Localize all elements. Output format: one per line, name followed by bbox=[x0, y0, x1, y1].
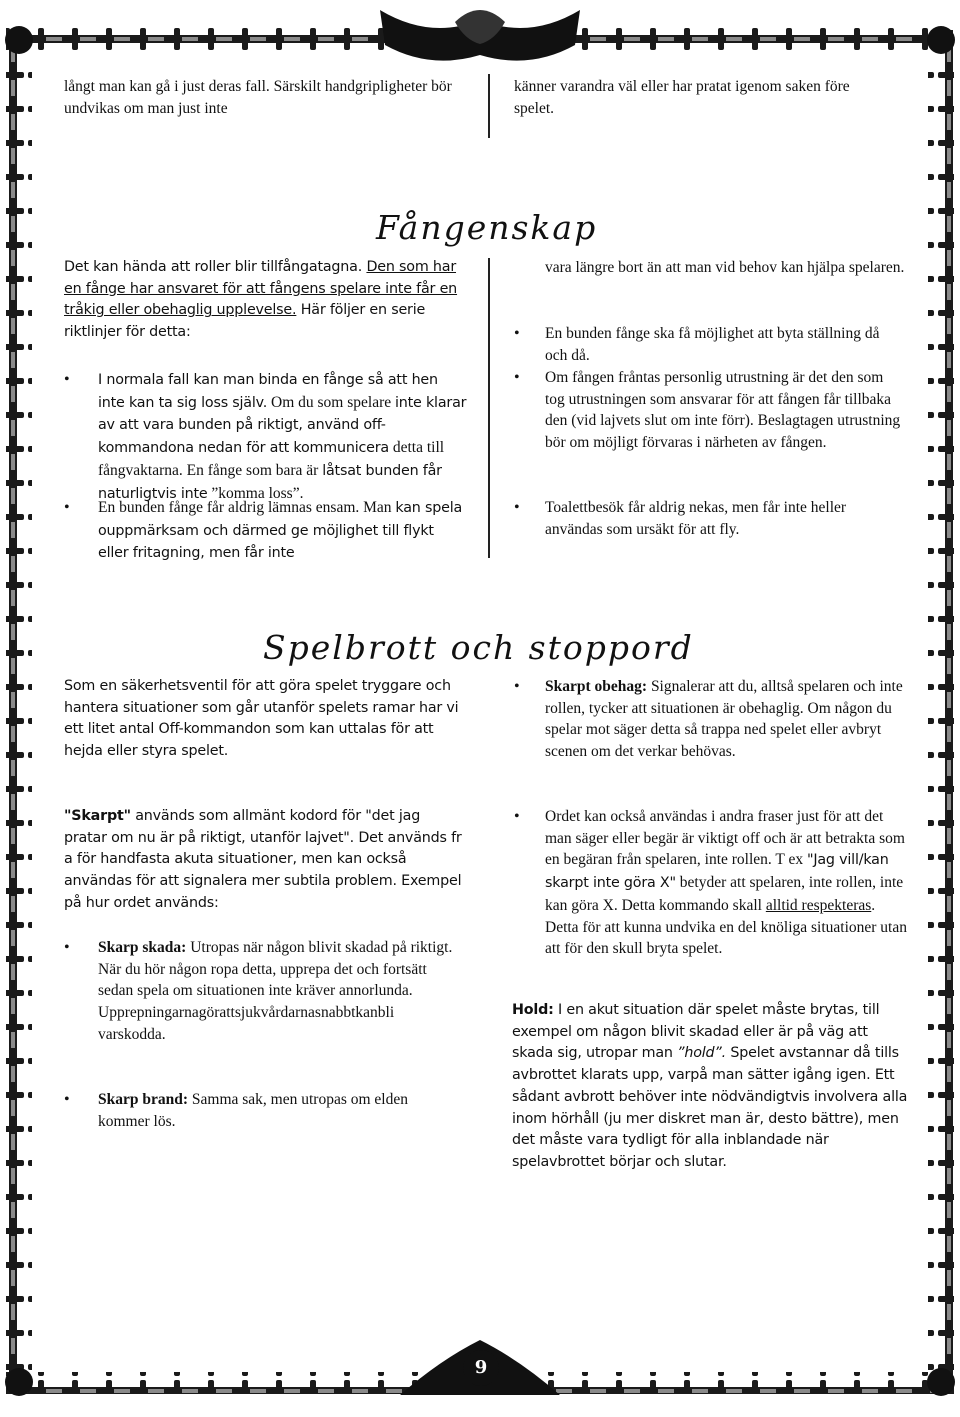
section-heading-spelbrott: Spelbrott och stoppord bbox=[263, 628, 694, 667]
fangenskap-left-bullet-1 bbox=[98, 369, 468, 505]
skarpt-description: används som allmänt kodord för "det jag pratar om nu är på riktigt, utanför lajvet". Det används fr a för handfasta akuta situationer, men kan också användas för att signalera mer subtila problem. Exempel på hur ordet används: bbox=[64, 808, 462, 911]
top-left-paragraph: långt man kan gå i just deras fall. Särskilt handgripligheter bör undvikas om man just inte bbox=[64, 78, 452, 117]
column-divider-fangenskap bbox=[488, 258, 490, 558]
ordet-underlined: alltid respekteras bbox=[765, 896, 872, 914]
hold-text-a: I en akut situation där spelet måste brytas, till exempel om någon blivit skadad eller är på väg att skada sig, utropar man bbox=[512, 1002, 880, 1062]
skarp-brand-text: Samma sak, men utropas om elden kommer lös. bbox=[98, 1091, 408, 1130]
bullet-1-part-e: låtsat bunden får naturligtvis inte bbox=[98, 462, 442, 502]
fangenskap-left-bullet-2 bbox=[98, 497, 468, 565]
top-right-paragraph: känner varandra väl eller har pratat igenom saken före spelet. bbox=[514, 78, 850, 117]
right-bullet-3-text: Toalettbesök får aldrig nekas, men får inte heller användas som ursäkt för att fly. bbox=[545, 499, 847, 538]
top-left-text bbox=[64, 76, 464, 119]
bullet-marker: • bbox=[64, 1091, 70, 1108]
fangenskap-right-continuation bbox=[545, 257, 915, 279]
right-bullet-2-text: Om fången fråntas personlig utrustning är det den som tog utrustningen som ansvarar för att fången får tillbaka den (vid lajvets slut om inte förr). Beslagtagen utrustning bör om möjligt förvaras i närheten av fången. bbox=[545, 369, 901, 452]
fangenskap-right-bullet-3 bbox=[545, 497, 885, 540]
skarp-brand-term: Skarp brand: bbox=[98, 1091, 189, 1108]
top-right-text bbox=[514, 76, 864, 119]
fangenskap-right-bullet-2 bbox=[545, 367, 907, 454]
bullet-marker: • bbox=[514, 369, 520, 386]
skarpt-obehag-term: Skarpt obehag: bbox=[545, 678, 648, 695]
bullet-1-part-b: Om du som spelare bbox=[271, 393, 392, 411]
spelbrott-intro-text: Som en säkerhetsventil för att göra spelet tryggare och hantera situationer som går utanför spelets ramar har vi ett litet antal Off-kommandon som kan uttalas för att hejda eller styra spelet. bbox=[64, 678, 459, 760]
skarpt-obehag-item bbox=[545, 676, 907, 763]
intro-rest: Här följer en serie riktlinjer för detta: bbox=[64, 302, 426, 341]
ordet-text-a: Ordet kan också användas i andra fraser just för att det man säger eller begär är viktigt off och är att betrakta som en begäran från spelaren, inte rollen. T ex bbox=[545, 808, 905, 869]
page-number: 9 bbox=[463, 1350, 499, 1386]
bullet-2-part-a: En bunden fånge får aldrig lämnas ensam. Man bbox=[98, 499, 392, 516]
right-continuation-text: vara längre bort än att man vid behov kan hjälpa spelaren. bbox=[545, 259, 905, 276]
intro-underlined: Den som har en fånge har ansvaret för att fångens spelare inte får en tråkig eller obehaglig upplevelse. bbox=[64, 259, 458, 319]
skarpt-paragraph bbox=[64, 806, 464, 915]
column-divider-top bbox=[488, 74, 490, 138]
ordet-text-b: betyder att spelaren, inte rollen, inte kan göra X. Detta kommando skall bbox=[545, 874, 904, 914]
bullet-2-part-b: kan spela ouppmärksam och därmed ge möjlighet till flykt eller fritagning, men får inte bbox=[98, 500, 463, 562]
bullet-1-part-a: I normala fall kan man binda en fånge så att hen inte kan ta sig loss själv. bbox=[98, 372, 438, 411]
bullet-marker: • bbox=[514, 499, 520, 516]
skarp-skada-term: Skarp skada: bbox=[98, 939, 187, 956]
ordet-item bbox=[545, 806, 907, 960]
bullet-marker: • bbox=[514, 678, 520, 695]
hold-term: Hold: bbox=[512, 1002, 554, 1018]
hold-paragraph bbox=[512, 1000, 908, 1174]
ordet-quote: "Jag vill/kan skarpt inte göra X" bbox=[545, 852, 889, 892]
skarpt-obehag-text: Signalerar att du, alltså spelaren och inte rollen, tycker att situationen är obehaglig. Om någon du spelar mot säger detta så trappa ned spelet eller avbryt scenen om det verkar behövas. bbox=[545, 678, 903, 761]
hold-text-b: Spelet avstannar då tills avbrottet klarats upp, varpå man sätter igång igen. Ett sådant avbrott behöver inte nödvändigtvis involvera alla inom hörhåll (ju mer diskret man är, desto bättre), men det måste vara tydligt för alla inblandade när spelavbrottet börjar och slutar. bbox=[512, 1045, 908, 1170]
fangenskap-intro bbox=[64, 257, 464, 344]
bullet-1-part-f: ”komma loss”. bbox=[211, 484, 304, 502]
hold-italic: ”hold”. bbox=[677, 1045, 726, 1062]
intro-plain: Det kan hända att roller blir tillfångatagna. bbox=[64, 259, 363, 275]
skarpt-term: "Skarpt" bbox=[64, 808, 131, 824]
skarp-skada-item bbox=[98, 937, 460, 1046]
right-bullet-1-text: En bunden fånge ska få möjlighet att byta ställning då och då. bbox=[545, 325, 880, 364]
bullet-marker: • bbox=[64, 371, 70, 388]
skarp-skada-text: Utropas när någon blivit skadad på riktigt. När du hör någon ropa detta, upprepa det och fortsätt sedan spela om situationen inte kräver annorlunda. Upprepningarnagörattsjukvårdarnasnabbtkanbli varskodda. bbox=[98, 939, 453, 1043]
fangenskap-right-bullet-1 bbox=[545, 323, 885, 366]
bullet-marker: • bbox=[64, 939, 70, 956]
bullet-marker: • bbox=[514, 808, 520, 825]
bullet-marker: • bbox=[514, 325, 520, 342]
spelbrott-intro bbox=[64, 676, 464, 763]
skarp-brand-item bbox=[98, 1089, 438, 1132]
section-heading-fangenskap: Fångenskap bbox=[376, 208, 598, 247]
bullet-1-part-d: detta till fångvaktarna. En fånge som bara är bbox=[98, 439, 445, 479]
ordet-text-c: . Detta för att kunna undvika en del knöliga situationer utan att för den skull bryta spelet. bbox=[545, 896, 907, 958]
bullet-marker: • bbox=[64, 499, 70, 516]
bullet-1-part-c: inte klarar av att vara bunden på riktigt, använd off-kommandona nedan för att kommunicera bbox=[98, 394, 467, 457]
